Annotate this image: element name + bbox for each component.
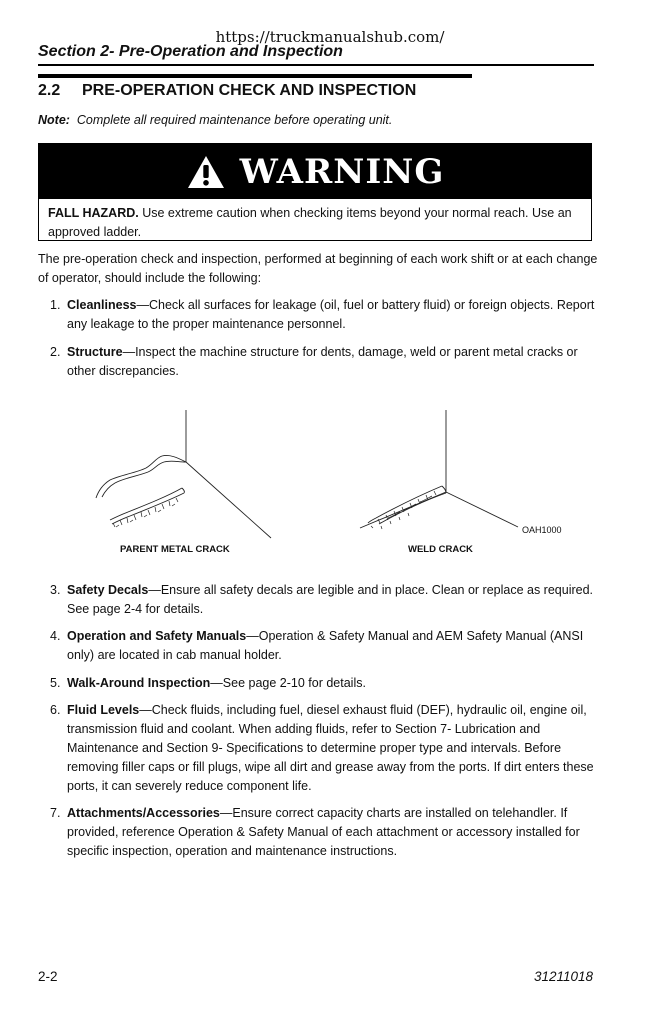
section-title: Section 2- Pre-Operation and Inspection <box>38 43 343 60</box>
list-item: 4. Operation and Safety Manuals—Operation & Safety Manual and AEM Safety Manual (ANSI only) are located in cab manual holder. <box>50 629 584 662</box>
item-title: Fluid Levels <box>67 703 140 717</box>
item-title: Safety Decals <box>67 583 149 597</box>
note <box>38 113 392 127</box>
warning-hazard-label: FALL HAZARD. <box>48 206 139 220</box>
intro-paragraph: The pre-operation check and inspection, performed at beginning of each work shift or at each change of operator, should include the following: <box>38 252 598 285</box>
list-item: 1. Cleanliness—Check all surfaces for leakage (oil, fuel or battery fluid) or foreign objects. Report any leakage to the proper maintenance personnel. <box>50 298 595 331</box>
left-caption: PARENT METAL CRACK <box>120 544 230 555</box>
section-heading <box>38 82 416 100</box>
list-item: 6. Fluid Levels—Check fluids, including fuel, diesel exhaust fluid (DEF), hydraulic oil, engine oil, transmission fluid and coolant. When adding fluids, refer to Section 7- Lubrication and Maintenance and Section 9- Specifications to determine proper type and intervals. Before removing filler caps or fill plugs, wipe all dirt and grease away from the ports. If dirt enters these ports, it can severely reduce component life. <box>50 703 594 793</box>
warning-text <box>48 204 583 241</box>
warning-word: WARNING <box>239 151 445 192</box>
page-number: 2-2 <box>38 969 58 984</box>
source-url: https://truckmanualshub.com/ <box>215 28 445 46</box>
list-item: 3. Safety Decals—Ensure all safety decals are legible and in place. Clean or replace as required. See page 2-4 for details. <box>50 583 594 616</box>
heading-title: PRE-OPERATION CHECK AND INSPECTION <box>82 82 417 99</box>
heading-number: 2.2 <box>38 82 61 99</box>
list-item: 7. Attachments/Accessories—Ensure correct capacity charts are installed on telehandler. If provided, reference Operation & Safety Manual of each attachment or accessory installed for specific inspection, operation and maintenance instructions. <box>50 806 580 858</box>
heading-rule <box>38 74 472 78</box>
warning-triangle-icon <box>186 154 226 190</box>
right-caption: WELD CRACK <box>408 544 473 555</box>
item-title: Cleanliness <box>67 298 137 312</box>
item-title: Operation and Safety Manuals <box>67 629 247 643</box>
list-item: 2. Structure—Inspect the machine structure for dents, damage, weld or parent metal cracks or other discrepancies. <box>50 345 578 378</box>
item-title: Attachments/Accessories <box>67 806 220 820</box>
warning-body: Use extreme caution when checking items beyond your normal reach. Use an approved ladder. <box>48 206 572 239</box>
document-number: 31211018 <box>533 969 593 984</box>
crack-illustration <box>38 400 594 565</box>
warning-header <box>39 144 591 199</box>
note-text: Complete all required maintenance before operating unit. <box>76 113 393 127</box>
item-title: Walk-Around Inspection <box>67 676 211 690</box>
warning-box <box>38 143 592 241</box>
list-item: 5. Walk-Around Inspection—See page 2-10 for details. <box>50 676 366 690</box>
item-title: Structure <box>67 345 123 359</box>
figure-code: OAH1000 <box>522 525 562 535</box>
header-rule <box>38 64 594 66</box>
note-label: Note: <box>38 113 70 127</box>
